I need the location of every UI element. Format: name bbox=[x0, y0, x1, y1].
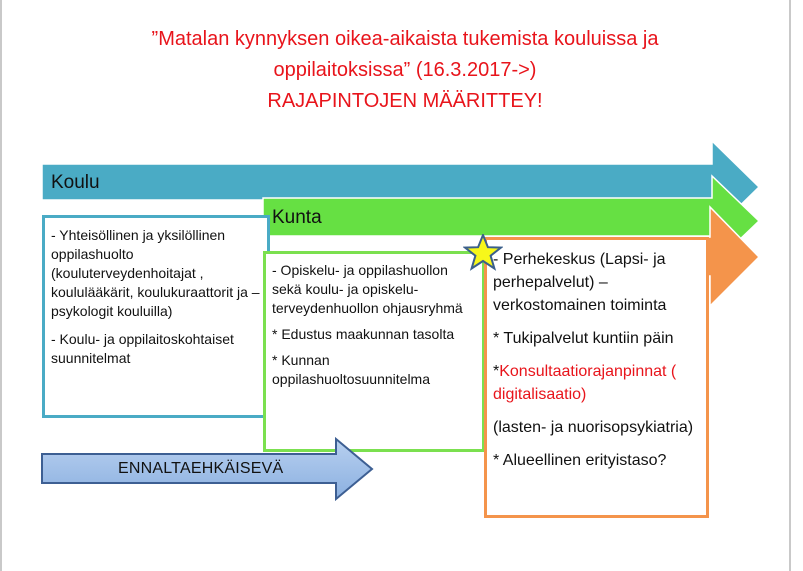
orange-item-1: - Perhekeskus (Lapsi- ja perhepalvelut) – verkostomainen toiminta bbox=[493, 251, 667, 314]
regional-content-box bbox=[484, 237, 709, 518]
kunta-item-2: * Edustus maakunnan tasolta bbox=[272, 326, 455, 342]
title-line-2: oppilaitoksissa” (16.3.2017->) bbox=[273, 59, 537, 81]
orange-item-5: * Alueellinen erityistaso? bbox=[493, 452, 667, 469]
orange-item-3 bbox=[493, 360, 700, 406]
koulu-item-1: - Yhteisöllinen ja yksilöllinen oppilashuolto (kouluterveydenhoitajat , koululääkärit, koulukuraattorit ja – psykologit kouluilla) bbox=[51, 227, 260, 319]
kunta-item-1: - Opiskelu- ja oppilashuollon sekä koulu- ja opiskelu-terveydenhuollon ohjausryhmä bbox=[272, 262, 463, 316]
orange-item-4: (lasten- ja nuorisopsykiatria) bbox=[493, 419, 694, 436]
kunta-content-box bbox=[263, 251, 485, 452]
title-line-1: ”Matalan kynnyksen oikea-aikaista tukemista kouluissa ja bbox=[151, 28, 659, 50]
koulu-label: Koulu bbox=[51, 172, 100, 193]
kunta-item-3: * Kunnan oppilashuoltosuunnitelma bbox=[272, 352, 430, 387]
star-icon bbox=[463, 234, 503, 272]
title-line-3: RAJAPINTOJEN MÄÄRITTEY! bbox=[267, 90, 543, 112]
consult-star: * bbox=[493, 363, 500, 380]
koulu-item-2: - Koulu- ja oppilaitoskohtaiset suunnitelmat bbox=[51, 331, 234, 366]
ennalta-label: ENNALTAEHKÄISEVÄ bbox=[118, 460, 284, 477]
consult-red-text: Konsultaatiorajanpinnat ( digitalisaatio) bbox=[493, 363, 677, 403]
orange-item-2: * Tukipalvelut kuntiin päin bbox=[493, 330, 674, 347]
koulu-content-box bbox=[42, 215, 270, 418]
kunta-label: Kunta bbox=[272, 207, 322, 228]
